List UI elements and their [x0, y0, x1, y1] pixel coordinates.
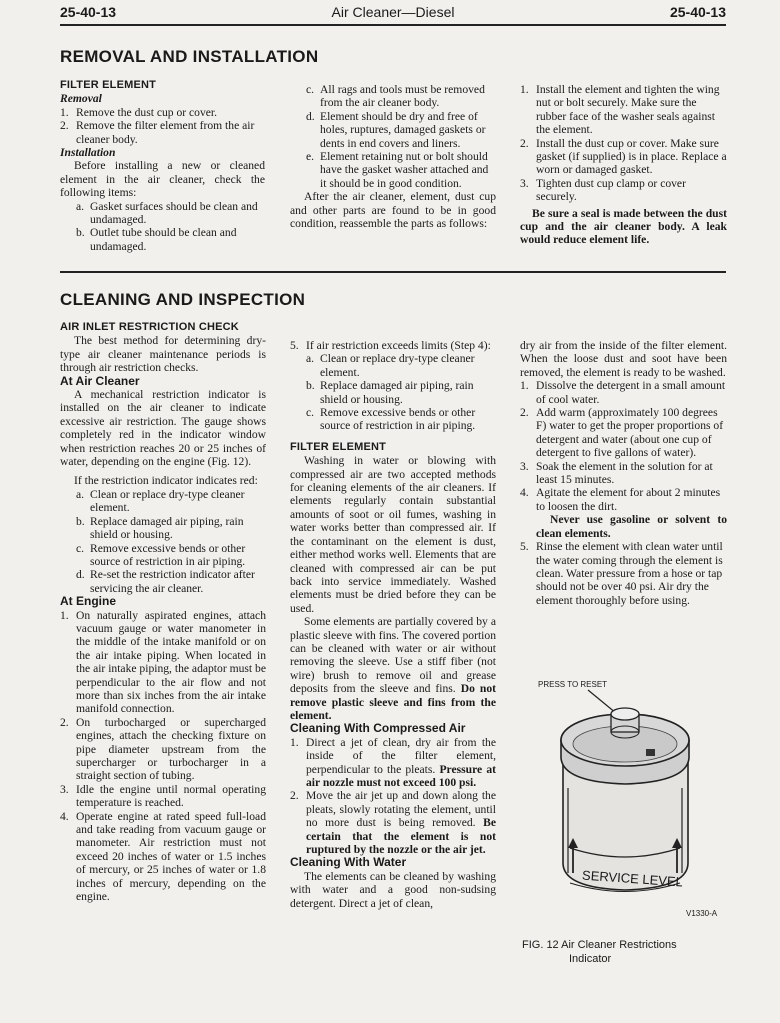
red-item: a. Clean or replace dry-type cleaner element. — [76, 487, 245, 515]
engine-step: 2. On turbocharged or supercharged engines, attach the checking fixture on pipe diameter upstream from the supercharger or turbocharger in a straight section of tubing. — [60, 715, 266, 783]
water-step: 1. Dissolve the detergent in a small amount of cool water. — [520, 379, 726, 406]
if-indicates-text: If the restriction indicator indicates red: — [74, 474, 258, 488]
water-intro-continued: dry air from the inside of the filter element. When the loose dust and soot have been removed, the element is ready to be washed. — [520, 339, 727, 379]
removal-section-title: REMOVAL AND INSTALLATION — [60, 47, 319, 66]
figure-restriction-indicator — [538, 678, 728, 923]
running-title: Air Cleaner—Diesel — [331, 4, 455, 20]
cleaning-column-2 — [290, 339, 496, 910]
indicator-illustration — [538, 678, 728, 923]
header-rule — [60, 24, 726, 26]
engine-step: 3. Idle the engine until normal operating temperature is reached. — [60, 782, 266, 810]
red-item: c. Remove excessive bends or other source of restriction in air piping. — [76, 541, 246, 568]
step5-item: c. Remove excessive bends or other source of restriction in air piping. — [306, 406, 476, 433]
filter-paragraph-1: Washing in water or blowing with compressed air are two accepted methods for cleaning elements of the air cleaners. If elements regularly contain substantial amounts of soot or oil fumes, washing in water works better than compressed air. If the contaminant on the element is dust, either method works well. Elements that are cleaned with compressed air can be put back into service immediately. Washed elements must be dried before they can be used. — [290, 454, 496, 615]
air-inlet-heading: AIR INLET RESTRICTION CHECK — [60, 321, 239, 333]
removal-heading: Removal — [60, 92, 102, 106]
cleaning-column-3 — [520, 339, 727, 607]
red-item: b. Replace damaged air piping, rain shield or housing. — [76, 514, 244, 542]
removal-column-3 — [520, 83, 727, 247]
water-step: 3. Soak the element in the solution for at least 15 minutes. — [520, 459, 713, 487]
step5-item: a. Clean or replace dry-type cleaner element. — [306, 352, 475, 379]
compressed-air-heading: Cleaning With Compressed Air — [290, 721, 466, 736]
removal-step: 2. Remove the filter element from the air cleaner body. — [60, 119, 255, 146]
at-air-cleaner-heading: At Air Cleaner — [60, 373, 140, 388]
removal-step: 1. Remove the dust cup or cover. — [60, 105, 218, 119]
check-item: e. Element retaining nut or bolt should have the gasket washer attached and it should be in good condition. — [306, 150, 489, 190]
check-item: d. Element should be dry and free of holes, ruptures, damaged gaskets or dents in end covers and liners. — [306, 109, 486, 150]
engine-step: 1. On naturally aspirated engines, attach vacuum gauge or water manometer in the middle of the intake manifold or on the air intake piping. When located in the air intake piping, the adaptor must be perpendicular to the air flow and not more than six inches from the air intake manifold connection. — [60, 608, 266, 716]
cleaning-column-1 — [60, 321, 266, 903]
compressed-air-step: 2. Move the air jet up and down along the pleats, slowly rotating the element, until no more dust is being removed. Be certain that the element is not ruptured by the nozzle or the air jet. — [290, 789, 496, 857]
air-inlet-intro: The best method for determining dry-type air cleaner maintenance periods is through air restriction checks. — [60, 334, 266, 375]
never-note: Never use gasoline or solvent to clean elements. — [536, 513, 727, 540]
service-level-label: SERVICE LEVEL — [581, 867, 684, 890]
water-step: 5. Rinse the element with clean water until the water coming through the element is clean. Water pressure from a hose or tap should not be over 40 psi. Air dry the element thoroughly before using. — [520, 540, 723, 607]
filter-element-cleaning-heading: FILTER ELEMENT — [290, 440, 387, 453]
compressed-air-step: 1. Direct a jet of clean, dry air from the inside of the filter element, perpendicular to the pleats. Pressure at air nozzle must not exceed 100 psi. — [290, 735, 496, 789]
figure-id: V1330-A — [686, 909, 718, 918]
install-step: 1. Install the element and tighten the wing nut or bolt securely. Make sure the rubber face of the washer seals against the element. — [520, 83, 720, 137]
red-item: d. Re-set the restriction indicator after servicing the air cleaner. — [76, 568, 255, 595]
seal-note: Be sure a seal is made between the dust cup and the air cleaner body. A leak would reduce element life. — [520, 206, 727, 247]
install-step: 3. Tighten dust cup clamp or cover securely. — [520, 176, 686, 204]
section-divider — [60, 271, 726, 273]
water-step: 4. Agitate the element for about 2 minutes to loosen the dirt. — [520, 486, 721, 513]
before-installing-text: Before installing a new or cleaned element in the air cleaner, check the following items: — [60, 159, 265, 200]
figure-caption-line-1: FIG. 12 Air Cleaner Restrictions — [522, 939, 677, 951]
check-item: b. Outlet tube should be clean and undamaged. — [76, 226, 237, 253]
with-water-heading: Cleaning With Water — [290, 855, 407, 870]
engine-step-5: 5. If air restriction exceeds limits (Step 4): — [290, 339, 491, 352]
water-step: 2. Add warm (approximately 100 degrees F) water to get the proper proportions of detergent and water (about one cup of detergent to five gallons of water). — [520, 406, 724, 460]
figure-caption — [522, 938, 727, 966]
page-number-left: 25-40-13 — [60, 4, 117, 20]
installation-heading: Installation — [60, 146, 116, 160]
check-item: a. Gasket surfaces should be clean and undamaged. — [76, 199, 258, 227]
page-number-right: 25-40-13 — [669, 4, 726, 20]
step5-item: b. Replace damaged air piping, rain shield or housing. — [306, 379, 474, 406]
filter-element-heading: FILTER ELEMENT — [60, 79, 157, 91]
press-to-reset-label: PRESS TO RESET — [538, 680, 608, 689]
install-step: 2. Install the dust cup or cover. Make sure gasket (if supplied) is in place. Replace a worn or damaged gasket. — [520, 136, 727, 177]
after-check-text: After the air cleaner, element, dust cup and other parts are found to be in good condition, reassemble the parts as follows: — [290, 190, 496, 231]
removal-column-1 — [60, 79, 265, 253]
cleaning-section-title: CLEANING AND INSPECTION — [60, 290, 306, 309]
at-engine-heading: At Engine — [60, 594, 116, 609]
page-header — [60, 4, 726, 24]
water-intro-start: The elements can be cleaned by washing with water and a good non-sudsing detergent. Direct a jet of clean, — [290, 869, 496, 910]
filter-paragraph-2: Some elements are partially covered by a plastic sleeve with fins. The covered portion can be cleaned with water or air without removing the sleeve. Use a stiff fiber (not wire) brush to remove oil and grease deposits from the sleeve and fins. Do not remove plastic sleeve and fins from the element. — [290, 615, 496, 722]
engine-step: 4. Operate engine at rated speed full-load and take reading from vacuum gauge or manometer. Air restriction must not exceed 20 inches of water or 1.5 inches of mercury, or 25 inches of water or 1.8 inches of mercury, depending on the engine. — [60, 809, 266, 904]
air-cleaner-text: A mechanical restriction indicator is installed on the air cleaner to indicate excessive air restriction. The gauge shows completely red in the indicator window when restriction reaches 20 or 25 inches of water, depending on the engine (Fig. 12). — [60, 388, 266, 469]
figure-caption-line-2: Indicator — [569, 953, 612, 965]
removal-column-2 — [290, 83, 496, 230]
check-item: c. All rags and tools must be removed from the air cleaner body. — [306, 83, 485, 110]
